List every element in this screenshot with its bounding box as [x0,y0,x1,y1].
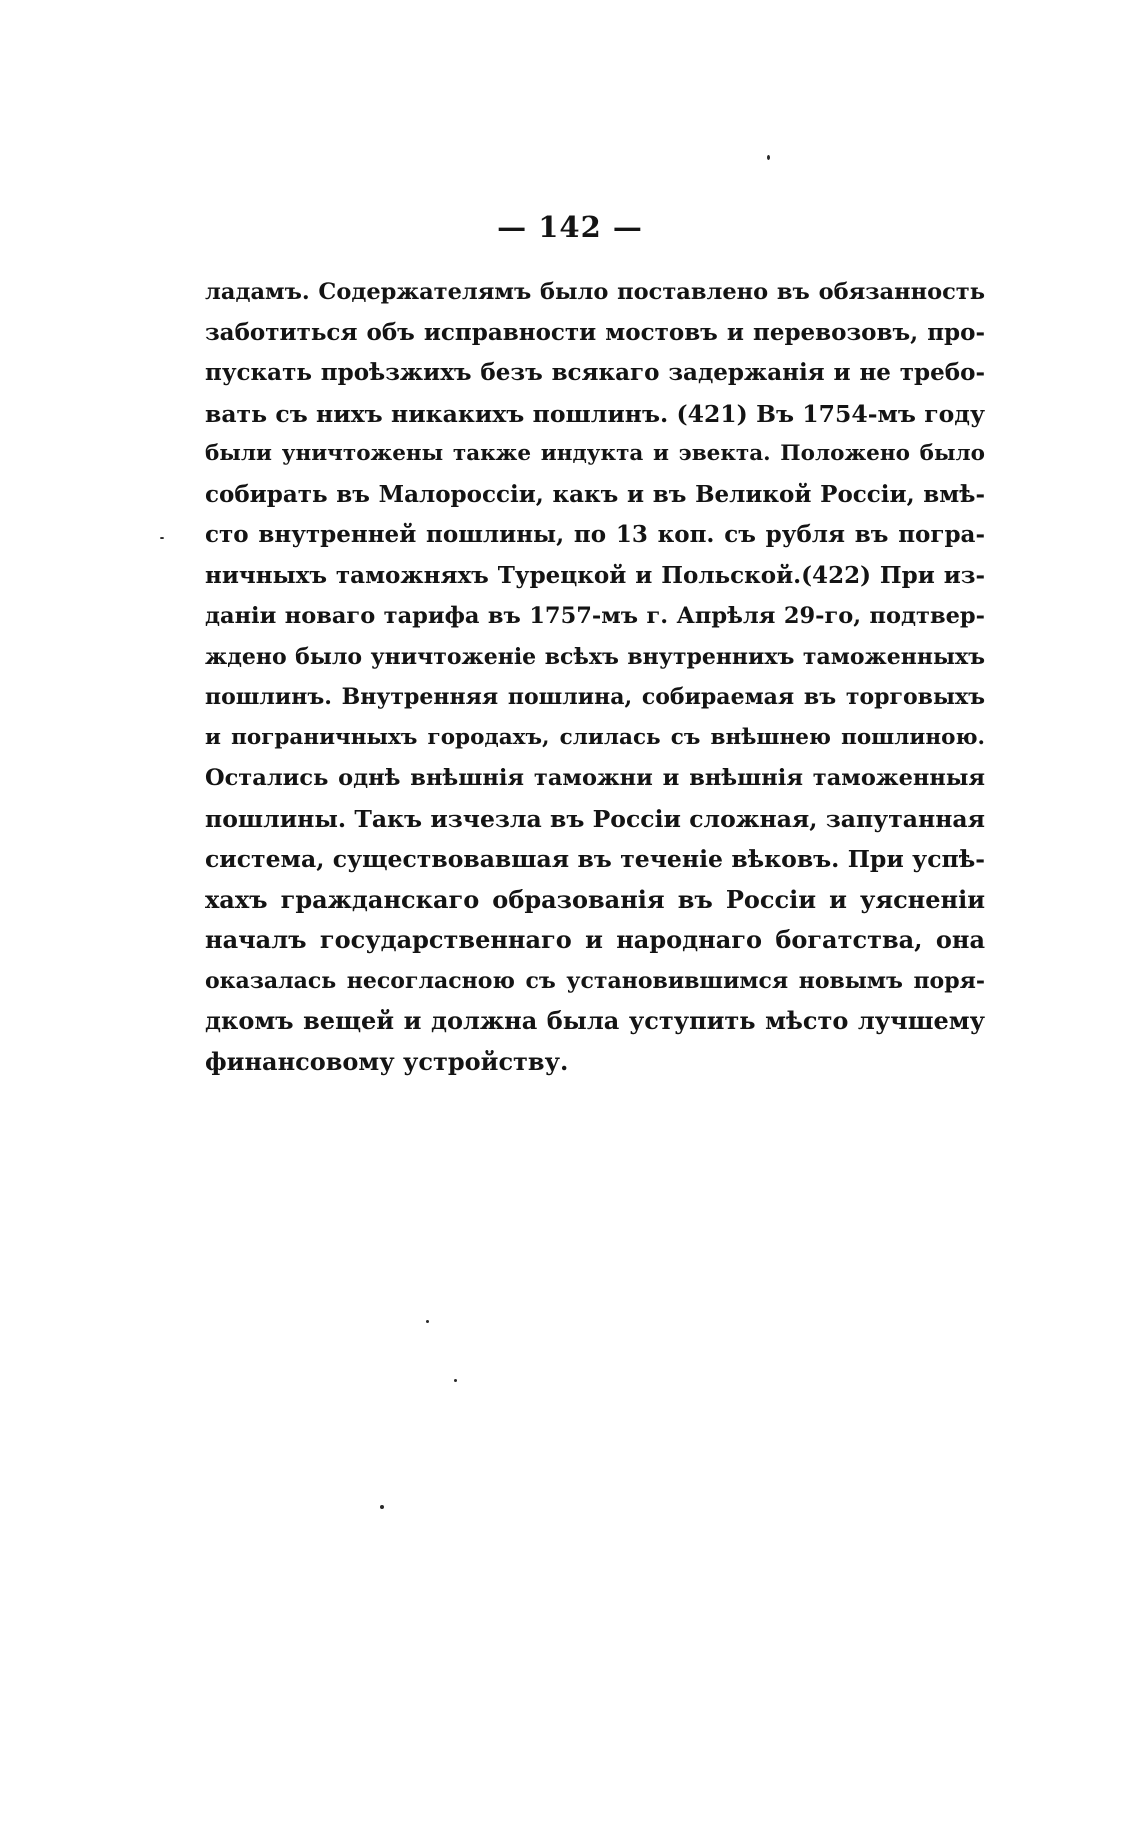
text-line: пошлинъ. Внутренняя пошлина, собираемая въ торговыхъ [205,684,985,710]
scan-speck [160,537,164,539]
text-line: началъ государственнаго и народнаго богатства, она [205,925,985,954]
page-number: — 142 — [497,210,643,244]
text-line: вать съ нихъ никакихъ пошлинъ. (421) Въ 1754-мъ году [205,399,985,428]
text-line: ждено было уничтоженіе всѣхъ внутреннихъ таможенныхъ [205,643,985,670]
text-line: даніи новаго тарифа въ 1757-мъ г. Апрѣля 29-го, подтвер- [205,603,985,629]
text-line: Остались однѣ внѣшнія таможни и внѣшнія таможенныя [205,765,985,791]
text-line: дкомъ вещей и должна была уступить мѣсто лучшему [205,1006,985,1035]
scan-speck [454,1379,457,1382]
text-line: заботиться объ исправности мостовъ и перевозовъ, про- [205,318,985,346]
body-paragraph [205,272,985,1082]
scan-speck [380,1505,384,1509]
text-line: и пограничныхъ городахъ, слилась съ внѣшнею пошлиною. [205,724,985,750]
text-line: были уничтожены также индукта и эвекта. Положено было [205,441,985,466]
text-line-last: финансовому устройству. [205,1046,569,1076]
text-line: оказалась несогласною съ установившимся новымъ поря- [205,967,985,994]
scan-speck [767,155,770,160]
text-line: пошлины. Такъ изчезла въ Россіи сложная, запутанная [205,804,985,833]
text-line: собирать въ Малороссіи, какъ и въ Великой Россіи, вмѣ- [205,480,985,508]
text-line: ладамъ. Содержателямъ было поставлено въ обязанность [205,279,985,305]
text-line: система, существовавшая въ теченіе вѣковъ. При успѣ- [205,845,985,873]
scan-speck [426,1320,429,1323]
text-line: хахъ гражданскаго образованія въ Россіи и уясненіи [205,884,985,914]
text-line: сто внутренней пошлины, по 13 коп. съ рубля въ погра- [205,521,985,548]
text-line: ничныхъ таможняхъ Турецкой и Польской.(422) При из- [205,561,985,589]
text-line: пускать проѣзжихъ безъ всякаго задержанія и не требо- [205,359,985,386]
